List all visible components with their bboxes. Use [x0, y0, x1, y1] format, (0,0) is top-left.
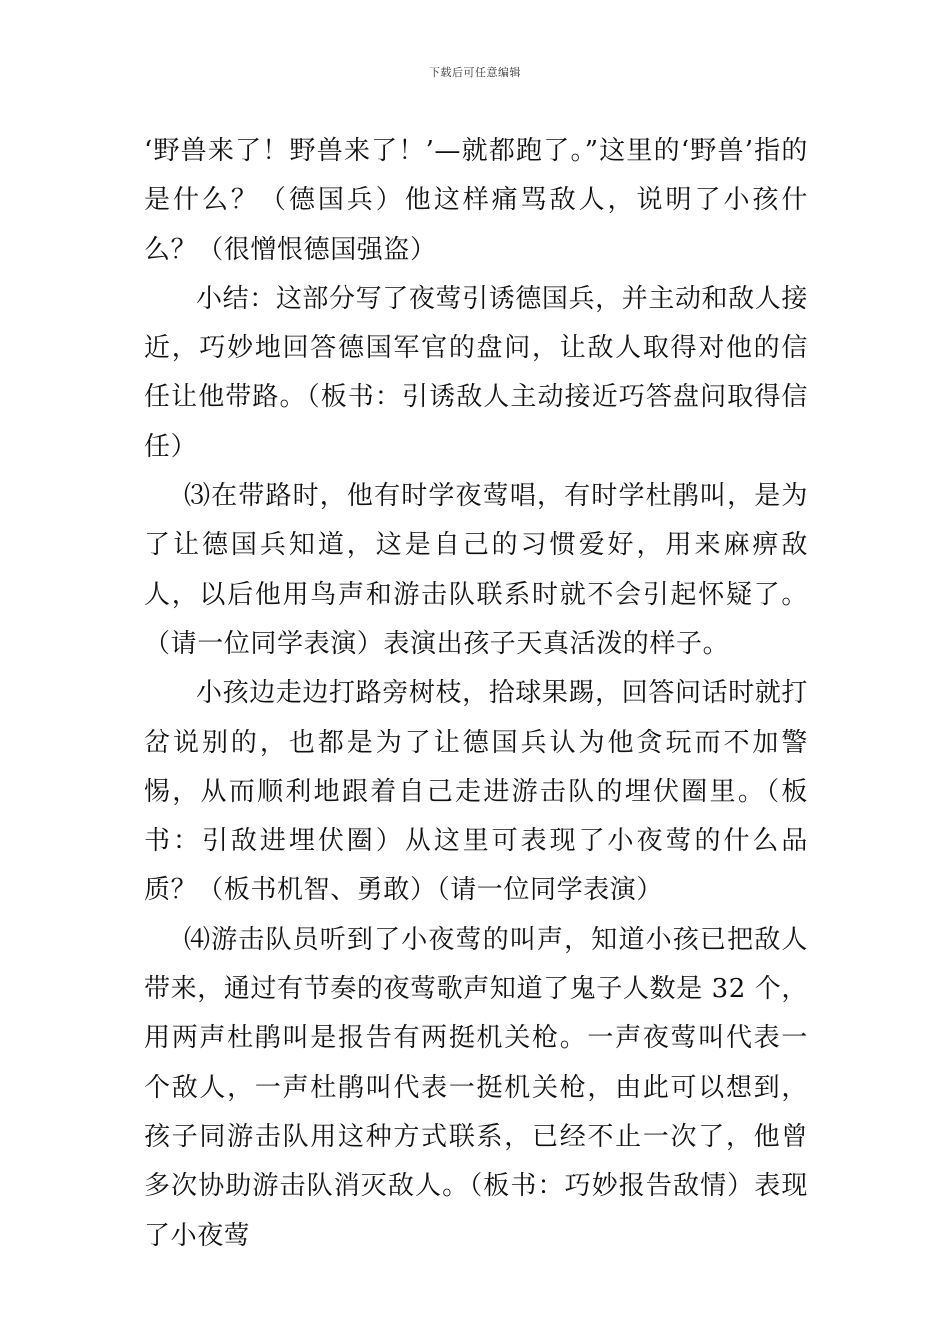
- page-header: 下载后可任意编辑: [429, 66, 521, 79]
- paragraph-3: ⑶在带路时，他有时学夜莺唱，有时学杜鹃叫，是为了让德国兵知道，这是自己的习惯爱好，用来麻痹敌人，以后他用鸟声和游击队联系时就不会引起怀疑了。（请一位同学表演）表演出孩子天真活泼的样子。: [144, 481, 808, 659]
- paragraph-5: ⑷游击队员听到了小夜莺的叫声，知道小孩已把敌人带来，通过有节奏的夜莺歌声知道了鬼子人数是 32 个，用两声杜鹃叫是报告有两挺机关枪。一声夜莺叫代表一个敌人，一声杜鹃叫代表一挺机关枪，由此可以想到，孩子同游击队用这种方式联系，已经不止一次了，他曾多次协助游击队消灭敌人。（板书：巧妙报告敌情）表现了小夜莺: [144, 924, 808, 1251]
- document-body: [144, 127, 808, 1261]
- paragraph-1: ‘野兽来了！野兽来了！’—就都跑了。”这里的‘野兽’指的是什么？（德国兵）他这样痛骂敌人，说明了小孩什么？（很憎恨德国强盗）: [144, 136, 808, 265]
- paragraph-4: 小孩边走边打路旁树枝，拾球果踢，回答问话时就打岔说别的，也都是为了让德国兵认为他贪玩而不加警惕，从而顺利地跟着自己走进游击队的埋伏圈里。（板书：引敌进埋伏圈）从这里可表现了小夜莺的什么品质？（板书机智、勇敢）（请一位同学表演）: [144, 678, 808, 906]
- paragraph-2: 小结：这部分写了夜莺引诱德国兵，并主动和敌人接近，巧妙地回答德国军官的盘问，让敌人取得对他的信任让他带路。（板书：引诱敌人主动接近巧答盘问取得信任）: [144, 283, 808, 462]
